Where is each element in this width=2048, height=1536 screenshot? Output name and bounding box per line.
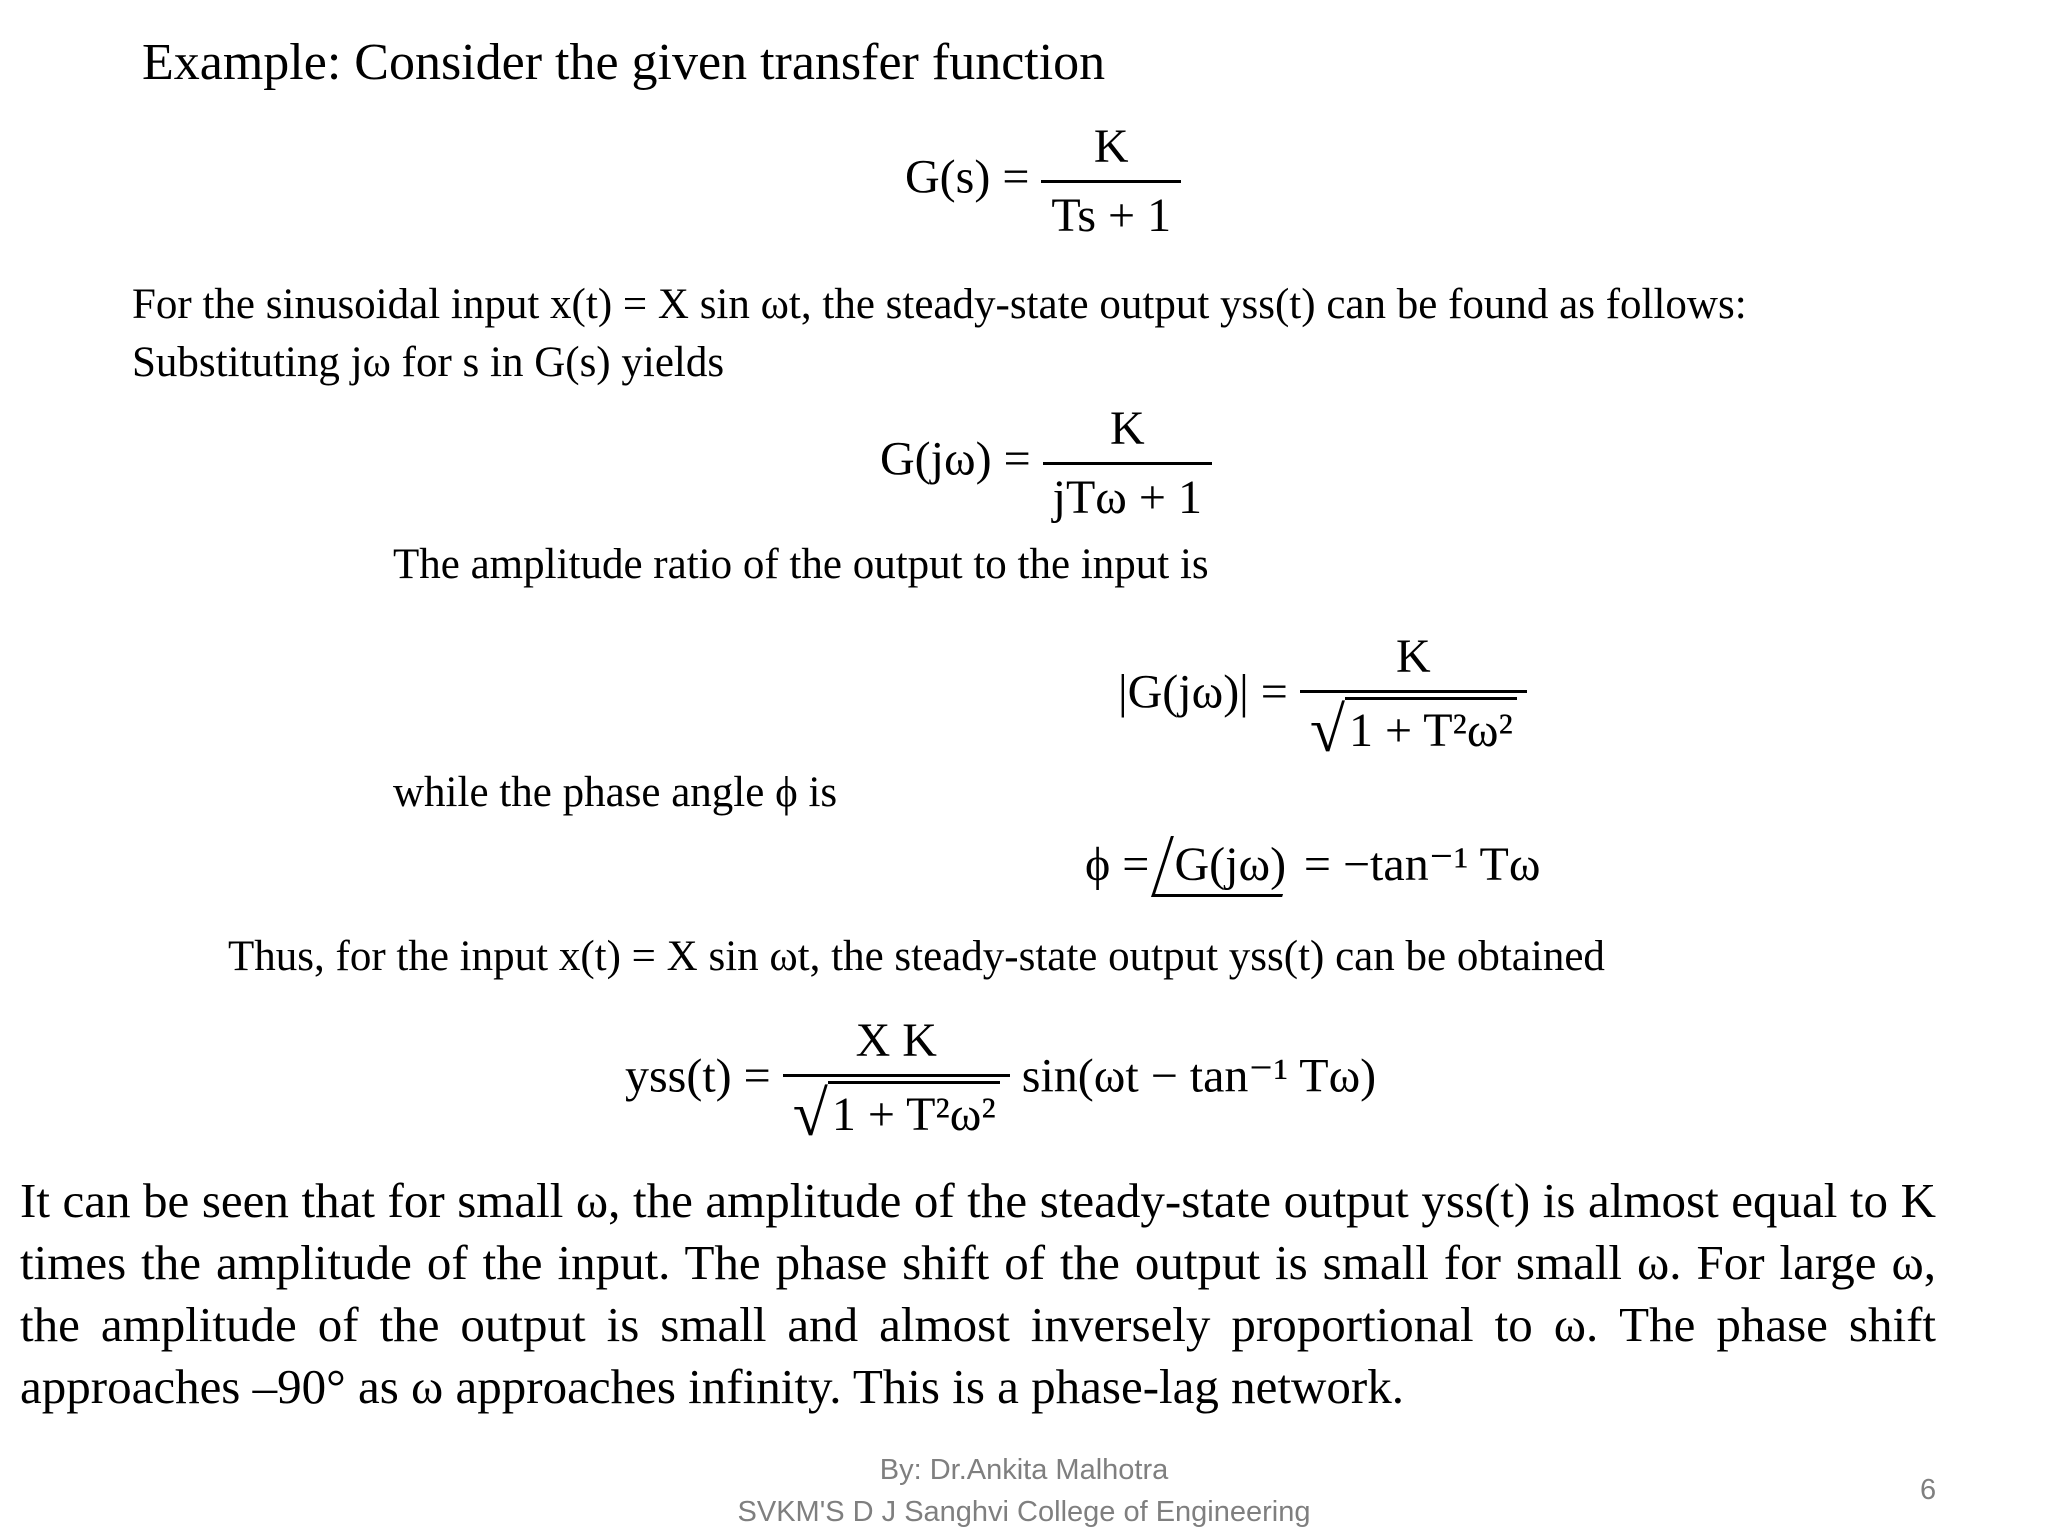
eq1-numerator: K [1093,120,1129,173]
equation-frequency-response [880,400,1212,527]
eq5-numerator: X K [855,1014,937,1067]
angle-symbol-icon [1151,836,1301,897]
equation-phase-angle [1085,836,1540,897]
eq2-numerator: K [1109,402,1145,455]
sqrt-symbol-icon: √ [1309,694,1345,765]
footer-college: SVKM'S D J Sanghvi College of Engineering [737,1496,1311,1528]
eq5-fraction [783,1012,1010,1149]
eq5-radicand: 1 + T²ω² [828,1081,1000,1144]
eq5-denominator [783,1074,1010,1149]
eq3-sqrt [1309,694,1517,765]
eq1-fraction [1041,118,1181,245]
text-sinusoidal-input: For the sinusoidal input x(t) = X sin ωt, the steady-state output yss(t) can be found as follows: [132,281,1747,328]
sqrt-symbol-icon: √ [792,1078,828,1149]
eq5-rhs: sin(ωt − tan⁻¹ Tω) [1021,1049,1377,1103]
eq5-sqrt [792,1078,1000,1149]
eq2-denominator: jTω + 1 [1043,462,1212,527]
slide-title: Example: Consider the given transfer function [142,34,1106,91]
eq1-lhs: G(s) = [905,150,1030,204]
eq2-fraction [1043,400,1212,527]
eq3-denominator [1300,690,1527,765]
eq3-radicand: 1 + T²ω² [1345,697,1517,760]
footer-author: By: Dr.Ankita Malhotra [879,1454,1169,1486]
text-thus-steady-state: Thus, for the input x(t) = X sin ωt, the steady-state output yss(t) can be obtained [228,933,1605,980]
page-number: 6 [1920,1474,1937,1506]
eq1-denominator: Ts + 1 [1041,180,1181,245]
text-amplitude-ratio: The amplitude ratio of the output to the input is [393,541,1209,588]
eq3-numerator: K [1396,630,1431,683]
explanation-paragraph: It can be seen that for small ω, the amplitude of the steady-state output yss(t) is almost equal to K times the amplitude of the input. The phase shift of the output is small for small ω. For large ω, the amplitude of the output is small and almost inversely proportional to ω. The phase shift approaches –90° as ω approaches infinity. This is a phase-lag network. [20,1173,1936,1414]
text-substituting: Substituting jω for s in G(s) yields [132,339,725,386]
eq5-lhs: yss(t) = [625,1049,771,1103]
eq3-fraction [1300,628,1527,765]
eq4-lhs: ϕ = [1085,838,1150,891]
eq2-lhs: G(jω) = [880,432,1031,486]
eq4-rhs: = −tan⁻¹ Tω [1303,838,1541,891]
equation-steady-state-output [625,1012,1376,1149]
text-phase-angle: while the phase angle ϕ is [393,769,838,816]
eq3-lhs: |G(jω)| = [1118,665,1288,719]
eq4-angle-arg: G(jω) [1174,838,1287,891]
equation-amplitude-ratio [1118,628,1527,765]
equation-transfer-function [905,118,1181,245]
